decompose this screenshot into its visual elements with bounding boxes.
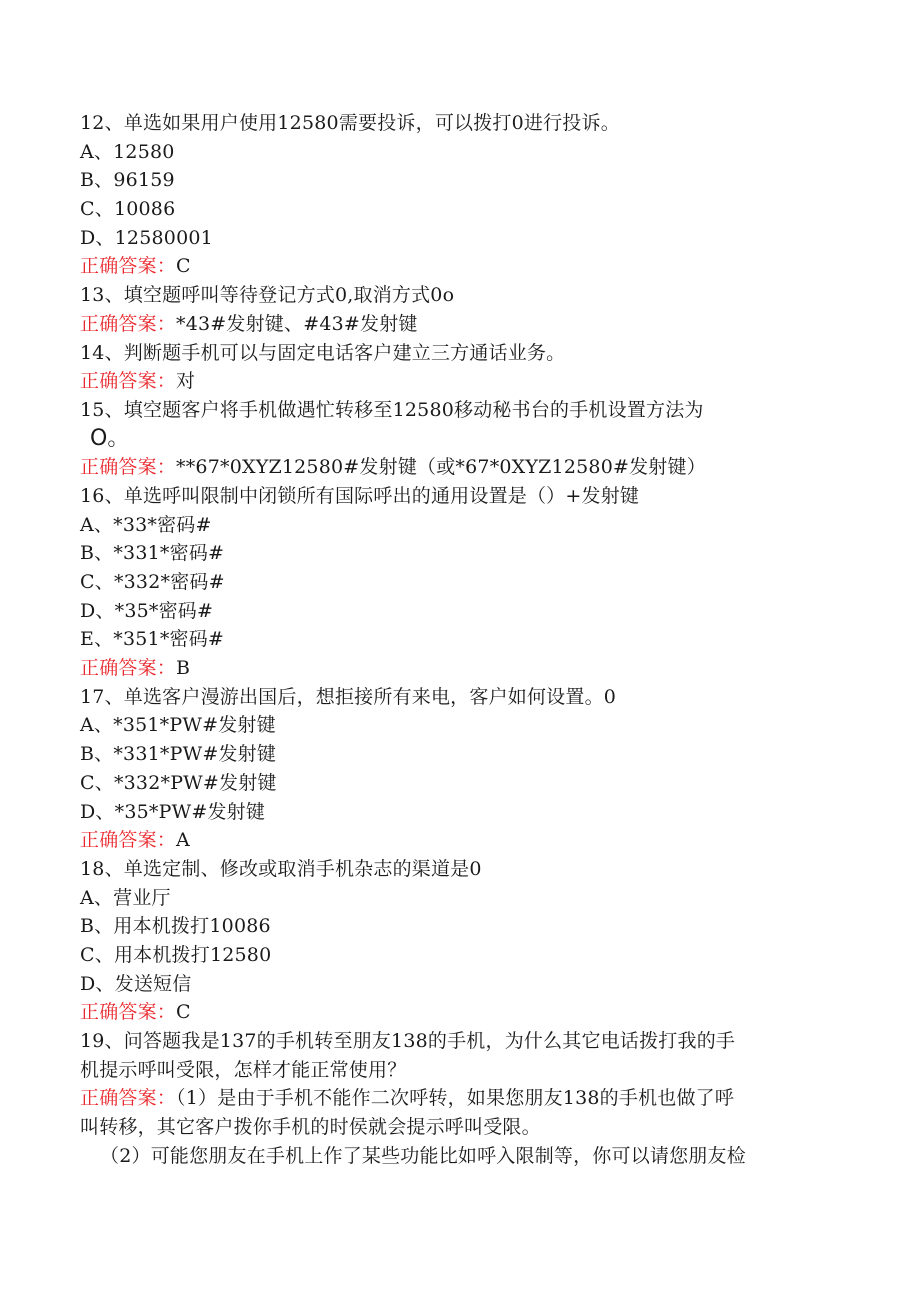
- question-18-option-b: B、用本机拨打10086: [80, 915, 271, 938]
- question-12-option-a: A、12580: [80, 140, 175, 163]
- question-19-stem-line-1: 19、问答题我是137的手机转至朋友138的手机，为什么其它电话拨打我的手: [80, 1030, 736, 1052]
- question-17-stem: 17、单选客户漫游出国后，想拒接所有来电，客户如何设置。0: [80, 685, 617, 708]
- question-15-stem: 15、填空题客户将手机做遇忙转移至12580移动秘书台的手机设置方法为: [80, 398, 704, 421]
- question-15-answer: [80, 453, 840, 482]
- answer-value: C: [176, 255, 191, 278]
- question-16-option-e: E、*351*密码#: [80, 628, 225, 651]
- answer-label: 正确答案：: [80, 829, 177, 852]
- question-12-option-c: C、10086: [80, 198, 176, 221]
- question-14-answer: [80, 367, 840, 396]
- question-13-stem: 13、填空题呼叫等待登记方式0,取消方式0o: [80, 284, 455, 307]
- question-12-answer: [80, 252, 840, 281]
- question-18-option-d: D、发送短信: [80, 972, 192, 995]
- answer-label: 正确答案：: [80, 370, 177, 393]
- question-18-stem: 18、单选定制、修改或取消手机杂志的渠道是0: [80, 857, 482, 880]
- answer-value: B: [176, 657, 191, 680]
- answer-label: 正确答案：: [80, 255, 177, 278]
- answer-label: 正确答案：: [80, 657, 177, 680]
- question-19-answer-line-2: 叫转移，其它客户拨你手机的时侯就会提示呼叫受限。: [80, 1116, 541, 1139]
- answer-value: *43#发射键、#43#发射键: [176, 312, 418, 335]
- answer-value: C: [176, 1001, 191, 1024]
- question-17-answer: [80, 826, 840, 855]
- answer-label: 正确答案：: [80, 312, 177, 335]
- question-16-option-d: D、*35*密码#: [80, 599, 214, 622]
- document-page: [80, 109, 840, 1170]
- question-18-option-a: A、营业厅: [80, 886, 171, 909]
- question-19-stem-line-2: 机提示呼叫受限，怎样才能正常使用？: [80, 1058, 407, 1081]
- answer-label: 正确答案：: [80, 1087, 177, 1110]
- question-18-option-c: C、用本机拨打12580: [80, 943, 272, 966]
- answer-value: 对: [176, 370, 196, 393]
- question-12-option-d: D、12580001: [80, 226, 213, 249]
- answer-label: 正确答案：: [80, 1001, 177, 1024]
- question-17-option-a: A、*351*PW#发射键: [80, 714, 276, 737]
- question-12-option-b: B、96159: [80, 169, 175, 192]
- question-16-option-c: C、*332*密码#: [80, 571, 225, 593]
- question-17-option-b: B、*331*PW#发射键: [80, 743, 277, 766]
- question-13-answer: [80, 310, 840, 339]
- question-15-stem-tail: O。: [90, 425, 130, 451]
- question-16-stem: 16、单选呼叫限制中闭锁所有国际呼出的通用设置是（）+发射键: [80, 484, 640, 507]
- answer-value-line-1: （1）是由于手机不能作二次呼转，如果您朋友138的手机也做了呼: [176, 1087, 735, 1110]
- question-17-option-d: D、*35*PW#发射键: [80, 800, 266, 823]
- answer-label: 正确答案：: [80, 456, 177, 479]
- question-14-stem: 14、判断题手机可以与固定电话客户建立三方通话业务。: [80, 341, 566, 364]
- question-12-stem: 12、单选如果用户使用12580需要投诉，可以拨打0进行投诉。: [80, 112, 620, 134]
- question-18-answer: [80, 998, 840, 1027]
- question-19-answer: [80, 1084, 840, 1113]
- question-17-option-c: C、*332*PW#发射键: [80, 771, 277, 794]
- question-16-answer: [80, 654, 840, 683]
- question-16-option-b: B、*331*密码#: [80, 542, 225, 565]
- question-19-answer-line-3: （2）可能您朋友在手机上作了某些功能比如呼入限制等，你可以请您朋友检: [100, 1144, 746, 1167]
- question-16-option-a: A、*33*密码#: [80, 513, 212, 536]
- answer-value: A: [176, 829, 190, 852]
- answer-value: **67*0XYZ12580#发射键（或*67*0XYZ12580#发射键）: [176, 456, 706, 479]
